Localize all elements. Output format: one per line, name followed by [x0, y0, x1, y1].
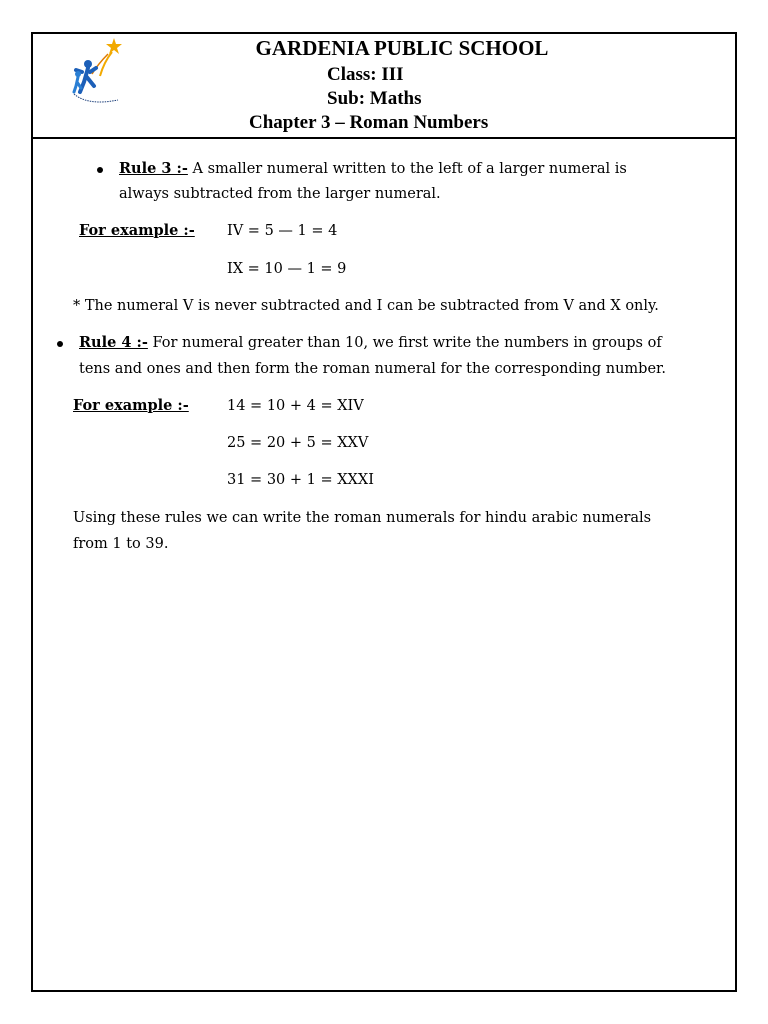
rule4-label: Rule 4 :- [79, 334, 148, 351]
rule3-line1 [119, 162, 627, 177]
chapter-title: Chapter 3 – Roman Numbers [249, 112, 489, 133]
rule4-example-label: For example :- [73, 397, 189, 414]
header-divider [31, 137, 737, 139]
rule3-label: Rule 3 :- [119, 160, 188, 177]
rule3-example-label: For example :- [79, 222, 195, 239]
rule4-line1 [79, 336, 662, 351]
rule4-bullet [57, 341, 63, 347]
rule3-bullet [97, 167, 103, 173]
subtraction-note: * The numeral V is never subtracted and I can be subtracted from V and X only. [73, 298, 659, 314]
rule4-example-2: 25 = 20 + 5 = XXV [227, 435, 369, 451]
school-name: GARDENIA PUBLIC SCHOOL [255, 36, 549, 60]
rule3-example-1: IV = 5 — 1 = 4 [227, 223, 338, 239]
subject-label: Sub: Maths [327, 88, 422, 109]
rule4-example-3: 31 = 30 + 1 = XXXI [227, 472, 374, 488]
rule4-text-line1: For numeral greater than 10, we first write the numbers in groups of [147, 335, 662, 351]
rule4-example-1: 14 = 10 + 4 = XIV [227, 398, 364, 414]
conclusion-line2: from 1 to 39. [73, 536, 169, 552]
rule3-text-line2: always subtracted from the larger numeral. [119, 186, 441, 202]
rule3-example-2: IX = 10 — 1 = 9 [227, 261, 347, 277]
rule4-text-line2: tens and ones and then form the roman numeral for the corresponding number. [79, 361, 666, 377]
rule3-text-line1: A smaller numeral written to the left of a larger numeral is [187, 161, 627, 177]
class-label: Class: III [327, 64, 404, 85]
conclusion-line1: Using these rules we can write the roman numerals for hindu arabic numerals [73, 510, 652, 526]
